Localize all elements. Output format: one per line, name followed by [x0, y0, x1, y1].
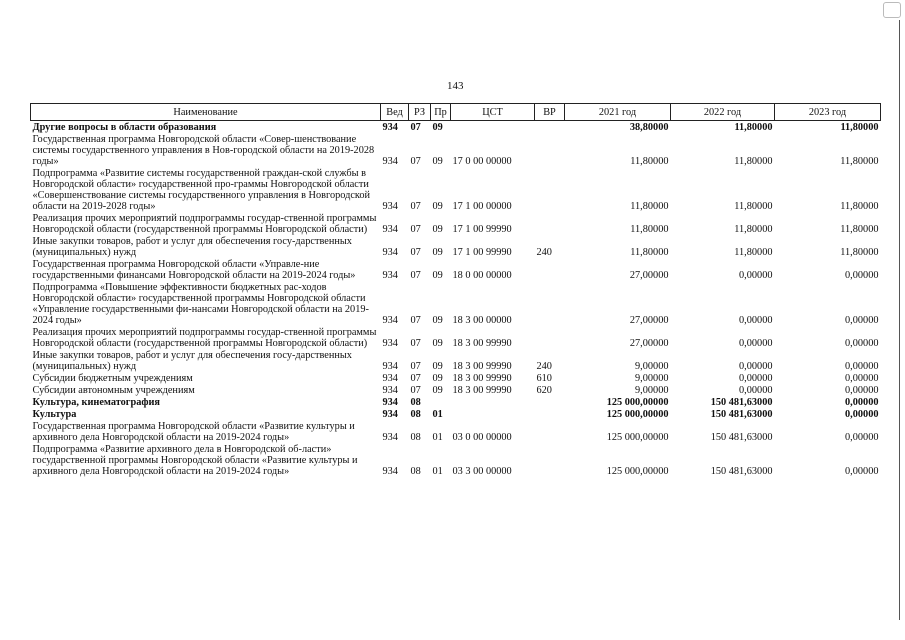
- cell-ved: 934: [382, 270, 398, 281]
- header-name: Наименование: [31, 104, 381, 121]
- cell-cst: 18 3 00 99990: [452, 385, 512, 396]
- cell-y2023: 0,00000: [845, 385, 879, 396]
- table-row: [31, 396, 881, 408]
- cell-y2023: 0,00000: [845, 338, 879, 349]
- cell-y2023: 11,80000: [840, 201, 879, 212]
- cell-vr: [535, 408, 565, 420]
- cell-y2021: 9,00000: [635, 361, 669, 372]
- cell-rz: 08: [410, 409, 421, 420]
- cell-y2022: 0,00000: [739, 361, 773, 372]
- cell-y2022: 11,80000: [734, 201, 773, 212]
- cell-pr: 01: [432, 432, 443, 443]
- table-row: [31, 281, 881, 326]
- cell-vr: [535, 420, 565, 443]
- header-cst: ЦСТ: [451, 104, 535, 121]
- cell-rz: 07: [410, 270, 421, 281]
- cell-pr: 01: [432, 466, 443, 477]
- cell-pr: 09: [432, 247, 443, 258]
- cell-y2021: 27,00000: [629, 315, 669, 326]
- cell-pr: 09: [432, 338, 443, 349]
- cell-pr: 09: [432, 270, 443, 281]
- cell-cst: 17 1 00 99990: [452, 224, 512, 235]
- cell-y2021: 11,80000: [630, 156, 669, 167]
- cell-y2021: 11,80000: [630, 201, 669, 212]
- cell-y2022: 0,00000: [739, 315, 773, 326]
- cell-rz: 07: [410, 361, 421, 372]
- cell-name: Субсидии бюджетным учреждениям: [32, 373, 193, 384]
- cell-name: Подпрограмма «Развитие системы государственной граждан-ской службы в Новгородской области» государственной про-граммы Новгородской области «Совершенствование системы государственного управления в Новгородской области на 2019-2028 годы»: [32, 168, 371, 212]
- table-row: [31, 326, 881, 349]
- cell-rz: 07: [410, 201, 421, 212]
- cell-rz: 08: [410, 397, 421, 408]
- table-row: [31, 443, 881, 477]
- cell-pr: 09: [432, 361, 443, 372]
- cell-vr: [535, 326, 565, 349]
- cell-rz: 07: [410, 122, 421, 133]
- cell-y2023: 0,00000: [845, 397, 879, 408]
- cell-y2023: 0,00000: [845, 466, 879, 477]
- cell-y2022: 0,00000: [739, 385, 773, 396]
- cell-y2022: 0,00000: [739, 373, 773, 384]
- cell-name: Реализация прочих мероприятий подпрограммы государ-ственной программы Новгородской области (государственной программы Новгородской области): [32, 327, 377, 349]
- table-row: [31, 349, 881, 372]
- cell-y2022: 150 481,63000: [710, 397, 773, 408]
- cell-vr: [535, 212, 565, 235]
- cell-cst: 18 3 00 99990: [452, 373, 512, 384]
- cell-ved: 934: [382, 432, 398, 443]
- cell-y2021: 125 000,00000: [606, 466, 669, 477]
- table-row: [31, 384, 881, 396]
- cell-y2023: 0,00000: [845, 432, 879, 443]
- cell-y2023: 0,00000: [845, 409, 879, 420]
- cell-vr: 620: [536, 385, 552, 396]
- cell-y2022: 11,80000: [734, 156, 773, 167]
- cell-ved: 934: [382, 122, 398, 133]
- cell-rz: 07: [410, 156, 421, 167]
- cell-y2022: 0,00000: [739, 338, 773, 349]
- cell-y2021: 38,80000: [629, 122, 669, 133]
- scan-edge-line: [899, 20, 900, 620]
- scan-corner-mark: [883, 2, 901, 18]
- cell-cst: 17 1 00 99990: [452, 247, 512, 258]
- cell-y2023: 11,80000: [840, 122, 879, 133]
- cell-pr: 09: [432, 201, 443, 212]
- cell-vr: 240: [536, 247, 552, 258]
- cell-rz: 08: [410, 466, 421, 477]
- cell-name: Другие вопросы в области образования: [32, 122, 217, 133]
- table-row: [31, 372, 881, 384]
- cell-cst: 03 3 00 00000: [452, 466, 512, 477]
- cell-ved: 934: [382, 409, 398, 420]
- table-row: [31, 133, 881, 167]
- cell-y2022: 150 481,63000: [710, 466, 773, 477]
- cell-y2023: 0,00000: [845, 373, 879, 384]
- cell-vr: [535, 443, 565, 477]
- cell-ved: 934: [382, 385, 398, 396]
- cell-y2023: 0,00000: [845, 361, 879, 372]
- cell-ved: 934: [382, 156, 398, 167]
- cell-cst: 18 0 00 00000: [452, 270, 512, 281]
- cell-pr: 09: [432, 385, 443, 396]
- cell-y2021: 11,80000: [630, 247, 669, 258]
- cell-rz: 07: [410, 373, 421, 384]
- cell-vr: [535, 121, 565, 134]
- cell-name: Подпрограмма «Развитие архивного дела в Новгородской об-ласти» государственной программы Новгородской области «Развитие культуры и архивного дела Новгородской области на 2019-2024 годы»: [32, 444, 358, 477]
- cell-y2021: 125 000,00000: [606, 409, 669, 420]
- header-2023: 2023 год: [775, 104, 881, 121]
- cell-y2023: 11,80000: [840, 247, 879, 258]
- cell-name: Культура: [32, 409, 77, 420]
- header-vr: ВР: [535, 104, 565, 121]
- cell-name: Государственная программа Новгородской области «Развитие культуры и архивного дела Новгородской области на 2019-2024 годы»: [32, 421, 355, 443]
- page-number: 143: [447, 80, 464, 92]
- table-row: [31, 212, 881, 235]
- cell-y2021: 27,00000: [629, 270, 669, 281]
- budget-table: [30, 103, 881, 477]
- table-body: [31, 121, 881, 478]
- cell-rz: 07: [410, 224, 421, 235]
- cell-y2023: 11,80000: [840, 156, 879, 167]
- cell-name: Государственная программа Новгородской области «Совер-шенствование системы государственного управления в Нов-городской области на 2019-2028 годы»: [32, 134, 375, 167]
- cell-y2022: 150 481,63000: [710, 409, 773, 420]
- cell-y2023: 0,00000: [845, 270, 879, 281]
- cell-y2022: 0,00000: [739, 270, 773, 281]
- header-rz: РЗ: [409, 104, 431, 121]
- table-row: [31, 167, 881, 212]
- cell-y2022: 11,80000: [734, 122, 773, 133]
- cell-vr: [535, 133, 565, 167]
- cell-ved: 934: [382, 201, 398, 212]
- cell-rz: 07: [410, 315, 421, 326]
- header-pr: Пр: [431, 104, 451, 121]
- table-row: [31, 420, 881, 443]
- cell-vr: 610: [536, 373, 552, 384]
- cell-y2022: 11,80000: [734, 224, 773, 235]
- cell-ved: 934: [382, 397, 398, 408]
- cell-ved: 934: [382, 247, 398, 258]
- cell-name: Иные закупки товаров, работ и услуг для обеспечения госу-дарственных (муниципальных) нужд: [32, 236, 352, 258]
- cell-y2023: 0,00000: [845, 315, 879, 326]
- cell-y2021: 27,00000: [629, 338, 669, 349]
- cell-y2023: 11,80000: [840, 224, 879, 235]
- cell-name: Культура, кинематография: [32, 397, 160, 408]
- header-ved: Вед: [381, 104, 409, 121]
- cell-name: Реализация прочих мероприятий подпрограммы государ-ственной программы Новгородской области (государственной программы Новгородской области): [32, 213, 377, 235]
- cell-cst: [451, 121, 535, 134]
- table-row: [31, 258, 881, 281]
- cell-rz: 07: [410, 385, 421, 396]
- cell-y2022: 150 481,63000: [710, 432, 773, 443]
- cell-pr: 09: [432, 122, 443, 133]
- cell-cst: 18 3 00 99990: [452, 361, 512, 372]
- cell-name: Субсидии автономным учреждениям: [32, 385, 195, 396]
- cell-cst: 03 0 00 00000: [452, 432, 512, 443]
- cell-vr: [535, 167, 565, 212]
- cell-vr: 240: [536, 361, 552, 372]
- cell-ved: 934: [382, 361, 398, 372]
- cell-cst: [451, 396, 535, 408]
- cell-rz: 08: [410, 432, 421, 443]
- table-row: [31, 408, 881, 420]
- cell-y2022: 11,80000: [734, 247, 773, 258]
- cell-vr: [535, 258, 565, 281]
- cell-y2021: 125 000,00000: [606, 432, 669, 443]
- cell-ved: 934: [382, 224, 398, 235]
- cell-pr: 09: [432, 315, 443, 326]
- cell-name: Иные закупки товаров, работ и услуг для обеспечения госу-дарственных (муниципальных) нужд: [32, 350, 352, 372]
- cell-y2021: 9,00000: [635, 373, 669, 384]
- cell-rz: 07: [410, 338, 421, 349]
- header-2022: 2022 год: [671, 104, 775, 121]
- cell-vr: [535, 396, 565, 408]
- table-header: [31, 104, 881, 121]
- header-2021: 2021 год: [565, 104, 671, 121]
- cell-pr: 09: [432, 373, 443, 384]
- cell-y2021: 11,80000: [630, 224, 669, 235]
- cell-vr: [535, 281, 565, 326]
- cell-cst: 17 1 00 00000: [452, 201, 512, 212]
- cell-cst: [451, 408, 535, 420]
- cell-pr: 09: [432, 224, 443, 235]
- cell-cst: 17 0 00 00000: [452, 156, 512, 167]
- cell-rz: 07: [410, 247, 421, 258]
- cell-y2021: 9,00000: [635, 385, 669, 396]
- cell-pr: 09: [432, 156, 443, 167]
- cell-name: Государственная программа Новгородской области «Управле-ние государственными финансами Новгородской области на 2019-2024 годы»: [32, 259, 356, 281]
- cell-ved: 934: [382, 373, 398, 384]
- cell-pr: [431, 396, 451, 408]
- cell-cst: 18 3 00 99990: [452, 338, 512, 349]
- cell-y2021: 125 000,00000: [606, 397, 669, 408]
- table-row: [31, 235, 881, 258]
- cell-pr: 01: [432, 409, 443, 420]
- cell-cst: 18 3 00 00000: [452, 315, 512, 326]
- cell-name: Подпрограмма «Повышение эффективности бюджетных рас-ходов Новгородской области» государственной программы Новгородской области «Управление государственными фи-нансами Новгородской области на 2019-2024 годы»: [32, 282, 369, 326]
- cell-ved: 934: [382, 315, 398, 326]
- cell-ved: 934: [382, 466, 398, 477]
- cell-ved: 934: [382, 338, 398, 349]
- table-row: [31, 121, 881, 134]
